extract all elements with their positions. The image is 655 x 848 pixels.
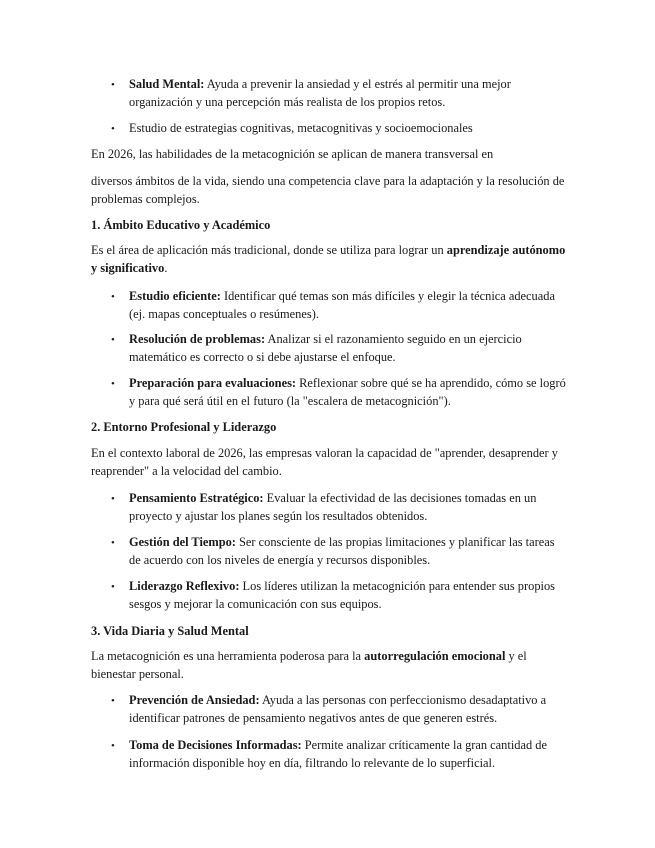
section-heading: 3. Vida Diaria y Salud Mental: [91, 624, 249, 638]
list-item: Liderazgo Reflexivo: Los líderes utilizan la metacognición para entender sus propios sesgos y mejorar la comunicación con sus equipos.: [129, 579, 555, 611]
list-item: Estudio eficiente: Identificar qué temas son más difíciles y elegir la técnica adecuada (ej. mapas conceptuales o resúmenes).: [129, 289, 555, 321]
list-item-bold: Salud Mental:: [129, 77, 205, 91]
bullet-marker: •: [111, 79, 115, 91]
list-item: Resolución de problemas: Analizar si el razonamiento seguido en un ejercicio matemático es correcto o si debe ajustarse el enfoque.: [129, 332, 522, 364]
list-item: [129, 75, 569, 111]
bullet-marker: •: [111, 695, 115, 707]
list-item: Gestión del Tiempo: Ser consciente de las propias limitaciones y planificar las tareas de acuerdo con los niveles de energía y recursos disponibles.: [129, 535, 555, 567]
list-item: Prevención de Ansiedad: Ayuda a las personas con perfeccionismo desadaptativo a identificar patrones de pensamiento negativos antes de que generen estrés.: [129, 693, 547, 725]
bullet-marker: •: [111, 740, 115, 752]
bullet-marker: •: [111, 378, 115, 390]
bullet-marker: •: [111, 291, 115, 303]
bullet-marker: •: [111, 493, 115, 505]
section-heading: 2. Entorno Profesional y Liderazgo: [91, 420, 277, 434]
bullet-marker: •: [111, 334, 115, 346]
paragraph: La metacognición es una herramienta poderosa para la autorregulación emocional y el bienestar personal.: [91, 649, 527, 681]
list-item-text: Estudio de estrategias cognitivas, metacognitivas y socioemocionales: [129, 121, 473, 135]
list-item: Toma de Decisiones Informadas: Permite analizar críticamente la gran cantidad de información disponible hoy en día, filtrando lo relevante de lo superficial.: [129, 738, 547, 770]
paragraph: En el contexto laboral de 2026, las empresas valoran la capacidad de "aprender, desaprender y reaprender" a la velocidad del cambio.: [91, 446, 558, 478]
bullet-marker: •: [111, 123, 115, 135]
paragraph: diversos ámbitos de la vida, siendo una competencia clave para la adaptación y la resolución de problemas complejos.: [91, 174, 565, 206]
paragraph: En 2026, las habilidades de la metacognición se aplican de manera transversal en: [91, 147, 494, 161]
list-item: Preparación para evaluaciones: Reflexionar sobre qué se ha aprendido, cómo se logró y para qué será útil en el futuro (la "escalera de metacognición").: [129, 376, 566, 408]
bullet-marker: •: [111, 581, 115, 593]
paragraph: Es el área de aplicación más tradicional, donde se utiliza para lograr un aprendizaje autónomo y significativo.: [91, 243, 566, 275]
list-item: Pensamiento Estratégico: Evaluar la efectividad de las decisiones tomadas en un proyecto y ajustar los planes según los resultados obtenidos.: [129, 491, 537, 523]
bullet-marker: •: [111, 537, 115, 549]
section-heading: 1. Ámbito Educativo y Académico: [91, 218, 271, 232]
list-item: [129, 119, 569, 137]
list-item-text: Ayuda a prevenir la ansiedad y el estrés al permitir una mejor organización y una percepción más realista de los propios retos.: [129, 77, 511, 109]
